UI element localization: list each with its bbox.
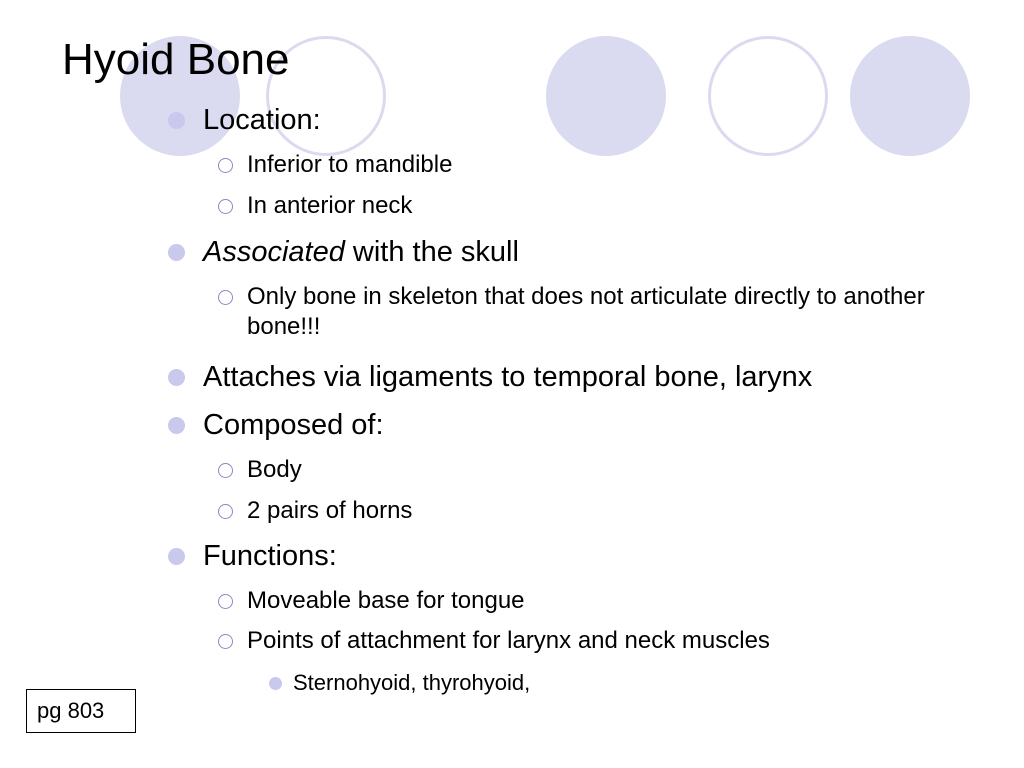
bullet-text: Composed of: [203,409,384,441]
sub-bullet-text: 2 pairs of horns [247,497,413,524]
bullet-location [168,103,321,137]
bullet-text: Location: [203,104,321,136]
bullet-text [203,235,519,269]
bullet-ring-icon [218,290,233,305]
bullet-dot-icon [168,417,185,434]
bullet-dot-icon [168,369,185,386]
sub-bullet-horns [218,496,412,526]
sub-bullet-text: In anterior neck [247,192,413,219]
bullet-ring-icon [218,158,233,173]
bullet-dot-icon [269,677,282,690]
sub-bullet-only-bone [218,282,947,342]
sub-bullet-moveable-base [218,586,525,616]
sub-bullet-text: Points of attachment for larynx and neck muscles [247,627,770,654]
bullet-text-rest: with the skull [344,236,519,268]
bullet-ring-icon [218,594,233,609]
bullet-text: Functions: [203,540,337,572]
sub-bullet-text: Only bone in skeleton that does not articulate directly to another bone!!! [247,283,925,340]
bullet-associated [168,235,519,269]
sub-sub-bullet-muscles [269,669,530,697]
sub-bullet-text: Body [247,456,302,483]
bullet-composed [168,408,384,442]
page-reference-box: pg 803 [26,689,136,733]
sub-bullet-text: Inferior to mandible [247,151,453,178]
bullet-dot-icon [168,548,185,565]
bullet-text: Attaches via ligaments to temporal bone, larynx [203,361,813,393]
sub-bullet-attachment-points [218,626,770,656]
bullet-ring-icon [218,463,233,478]
bullet-dot-icon [168,112,185,129]
sub-bullet-anterior-neck [218,191,412,221]
bullet-functions [168,539,337,573]
bullet-ring-icon [218,634,233,649]
sub-bullet-inferior-mandible [218,150,452,180]
bullet-ring-icon [218,199,233,214]
bullet-dot-icon [168,244,185,261]
emphasis-text: Associated [203,236,345,268]
sub-bullet-text: Moveable base for tongue [247,587,525,614]
bullet-ring-icon [218,504,233,519]
sub-bullet-body [218,455,302,485]
sub-sub-bullet-text: Sternohyoid, thyrohyoid, [293,670,531,695]
bullet-attaches [168,360,812,394]
slide-title: Hyoid Bone [62,35,290,84]
